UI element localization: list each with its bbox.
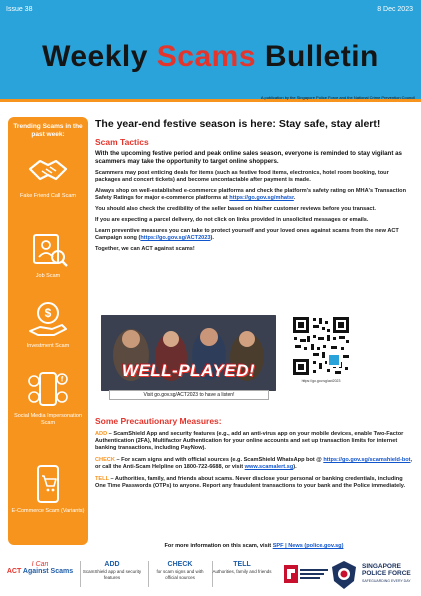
job-search-icon [26, 227, 70, 271]
header-banner [0, 0, 421, 100]
precaution-check: CHECK – For scam signs and with official sources (e.g. ScamShield WhatsApp bot @ https://go.gov.sg/scamshield-bot, or call the Anti-Scam Helpline on 1800-722-6688, or visit www.scamalert.sg). [95, 457, 413, 470]
publisher-note: A publication by the Singapore Police Force and the National Crime Prevention Council [260, 95, 415, 100]
qr-code-icon[interactable] [291, 315, 351, 377]
sidebar-heading: Trending Scams in the past week: [13, 123, 83, 138]
issue-date: 8 Dec 2023 [377, 6, 413, 13]
mhatsr-link[interactable]: https://go.gov.sg/mhatsr [229, 195, 294, 201]
footer-divider [80, 561, 81, 587]
paragraph-deals: Scammers may post enticing deals for items (such as festive food items, electronics, hotel room booking, tour packages and concert tickets) and become uncontactable after payment is made. [95, 170, 389, 183]
poster-caption: Visit go.gov.sg/ACT2023 to have a listen! [109, 390, 269, 400]
money-hand-icon [26, 297, 70, 341]
sidebar-item-job-scam[interactable]: Job Scam [8, 227, 88, 280]
spf-news-link[interactable]: SPF | News (police.gov.sg) [272, 543, 344, 549]
precaution-add: ADD – ScamShield App and security features (e.g., add an anti-virus app on your mobile devices, enable Two-Factor Authentication (2FA), Multifactor Authentication for your online accounts and set up transaction limits for internet banking transactions, including PayNow). [95, 431, 404, 451]
handshake-icon [26, 147, 70, 191]
lead-paragraph: With the upcoming festive period and peak online sales season, everyone is reminded to stay vigilant as scammers may take the opportunity to target online shoppers. [95, 150, 403, 165]
act-logo: I Can ACT Against Scams [6, 561, 74, 575]
sidebar-item-investment-scam[interactable]: $ Investment Scam [8, 297, 88, 350]
campaign-poster[interactable] [101, 315, 276, 391]
social-media-icon [26, 367, 70, 411]
main-content [95, 118, 413, 253]
paragraph-parcel: If you are expecting a parcel delivery, do not click on links provided in unsolicited messages or emails. [95, 217, 369, 223]
poster-title: WELL-PLAYED! [121, 361, 256, 380]
precaution-tell: TELL – Authorities, family, and friends about scams. Never disclose your personal or banking credentials, including One Time Passwords (OTPs) to anyone. Report any fraudulent transactions to your bank and the Police immediately. [95, 476, 406, 489]
more-info-line: For more information on this scam, visit SPF | News (police.gov.sg) [164, 543, 344, 549]
scamalert-link[interactable]: www.scamalert.sg [244, 464, 294, 470]
scamshield-bot-link[interactable]: https://go.gov.sg/scamshield-bot [323, 457, 411, 463]
precautions-section [95, 416, 413, 490]
police-crest-icon [330, 559, 358, 591]
sidebar-item-fake-friend[interactable]: Fake Friend Call Scam [8, 147, 88, 200]
paragraph-campaign: Learn preventive measures you can take to protect yourself and your loved ones against scams from the new ACT Campaign song (https://go.gov.sg/ACT2023). [95, 228, 399, 241]
svg-text:f: f [60, 376, 64, 384]
headline: The year-end festive season is here: Stay safe, stay alert! [95, 118, 381, 130]
spf-logo: SINGAPORE POLICE FORCE SAFEGUARDING EVERY DAY [330, 559, 418, 591]
footer [0, 553, 421, 596]
sidebar-item-ecommerce[interactable]: E-Commerce Scam (Variants) [8, 462, 88, 515]
ncpc-logo-icon [282, 561, 330, 589]
sidebar-item-social-media[interactable]: f Social Media Impersonation Scam [8, 367, 88, 427]
paragraph-platforms: Always shop on well-established e-commerce platforms and check the platform's safety rating on MHA's Transaction Safety Ratings for major e-commerce platforms at https://go.gov.sg/mhatsr. [95, 188, 407, 201]
act2023-link[interactable]: https://go.gov.sg/ACT2023 [140, 235, 211, 241]
precautions-heading: Some Precautionary Measures: [95, 416, 222, 426]
media-row [101, 315, 413, 403]
footer-divider [148, 561, 149, 587]
footer-add: ADD ScamShield app and security features [82, 561, 142, 580]
bulletin-title: Weekly Scams Bulletin [42, 40, 379, 73]
phone-cart-icon [26, 462, 70, 506]
scam-tactics-heading: Scam Tactics [95, 137, 149, 147]
footer-check: CHECK for scam signs and with official sources [156, 561, 204, 580]
paragraph-together: Together, we can ACT against scams! [95, 246, 195, 252]
issue-number: Issue 38 [6, 6, 33, 13]
trending-scams-sidebar [8, 117, 88, 545]
paragraph-seller: You should also check the credibility of the seller based on his/her customer reviews before you transact. [95, 206, 376, 212]
footer-tell: TELL Authorities, family and friends [212, 561, 272, 574]
svg-text:$: $ [44, 306, 52, 320]
qr-caption: https://go.gov.sg/act2023 [301, 379, 341, 383]
